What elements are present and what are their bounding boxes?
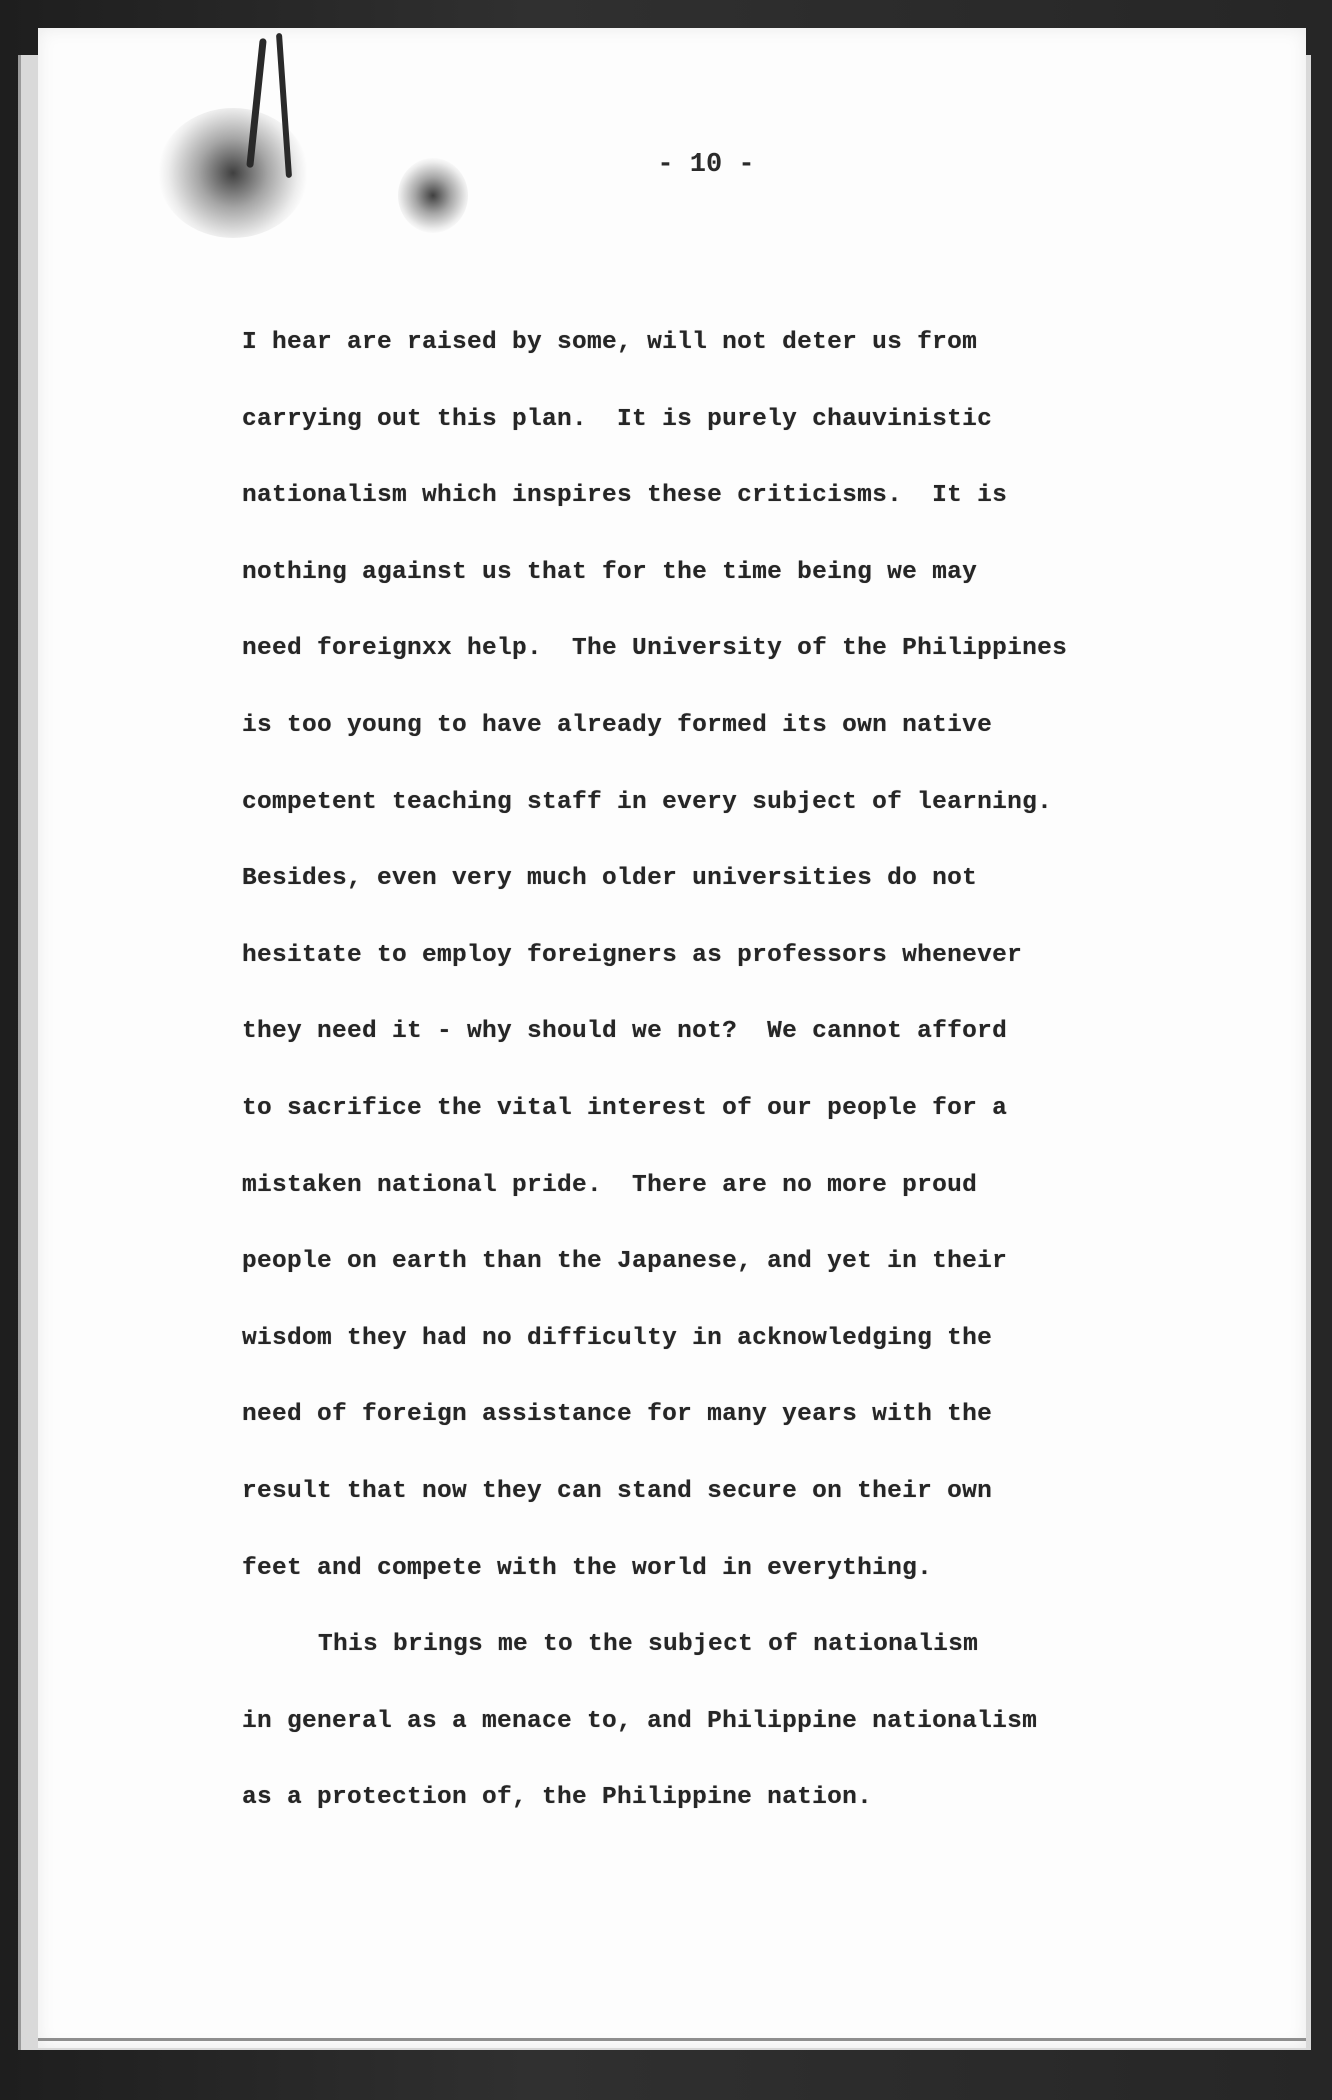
text-line: they need it - why should we not? We cannot afford: [242, 1018, 1008, 1046]
text-line: is too young to have already formed its own native: [242, 711, 993, 739]
text-line: feet and compete with the world in everything.: [242, 1554, 933, 1582]
page-bottom-edge: [38, 2038, 1306, 2041]
text-line: in general as a menace to, and Philippine nationalism: [242, 1707, 1038, 1735]
text-line: I hear are raised by some, will not deter us from: [242, 329, 978, 356]
text-line: to sacrifice the vital interest of our people for a: [242, 1094, 1008, 1122]
text-line: wisdom they had no difficulty in acknowledging the: [242, 1324, 993, 1352]
text-line: mistaken national pride. There are no more proud: [242, 1171, 978, 1199]
text-line: as a protection of, the Philippine nation.: [242, 1784, 873, 1812]
text-line: people on earth than the Japanese, and yet in their: [242, 1248, 1008, 1276]
text-line: nationalism which inspires these criticisms. It is: [242, 482, 1008, 510]
text-line: competent teaching staff in every subject of learning.: [242, 788, 1053, 816]
text-line: carrying out this plan. It is purely chauvinistic: [242, 405, 993, 433]
text-line: need of foreign assistance for many years with the: [242, 1401, 993, 1429]
page-number: - 10 -: [657, 150, 755, 180]
text-line: result that now they can stand secure on their own: [242, 1477, 993, 1505]
text-line: need foreignxx help. The University of the Philippines: [242, 635, 1068, 663]
text-line: nothing against us that for the time being we may: [242, 558, 978, 586]
text-line: This brings me to the subject of nationalism: [318, 1631, 979, 1659]
body-text: [242, 305, 1222, 1837]
text-line: Besides, even very much older universities do not: [242, 865, 978, 893]
text-line: hesitate to employ foreigners as professors whenever: [242, 941, 1023, 969]
